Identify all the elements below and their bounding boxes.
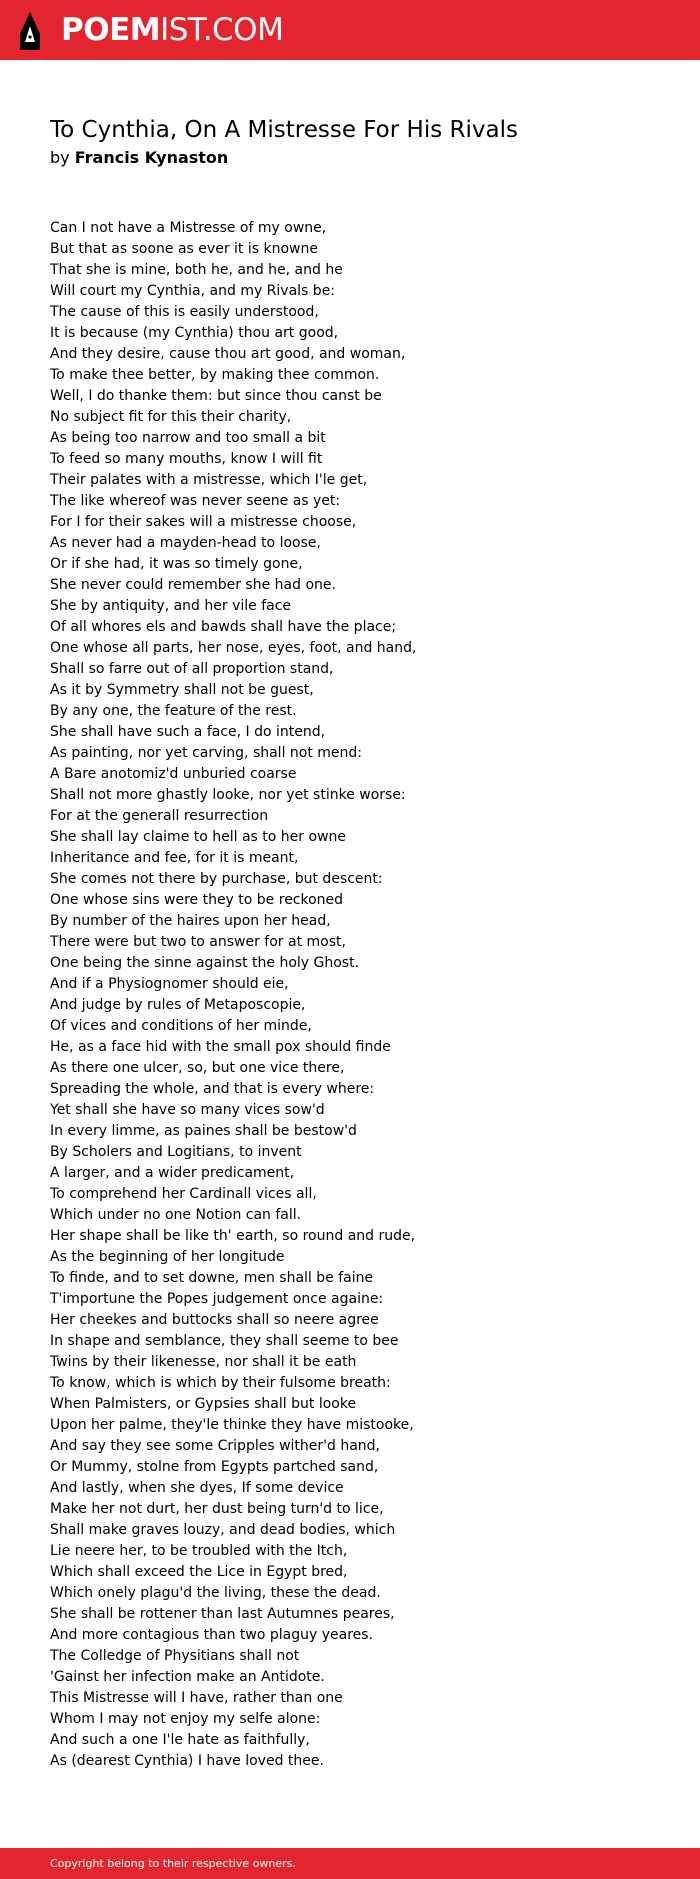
poem-line: And they desire, cause thou art good, and woman,: [50, 346, 406, 362]
poem-line: The Colledge of Physitians shall not: [50, 1648, 300, 1664]
poem-line: Spreading the whole, and that is every where:: [50, 1081, 375, 1097]
poem-line: Her cheekes and buttocks shall so neere agree: [50, 1312, 379, 1328]
poem-line: Of all whores els and bawds shall have the place;: [50, 619, 397, 635]
logo-text-bold: POEM: [61, 12, 161, 48]
poem-line: Of vices and conditions of her minde,: [50, 1018, 312, 1034]
poem-line: A Bare anotomiz'd unburied coarse: [50, 766, 297, 782]
poem-line: In shape and semblance, they shall seeme to bee: [50, 1333, 399, 1349]
poem-line: One being the sinne against the holy Ghost.: [50, 955, 360, 971]
poem-line: A larger, and a wider predicament,: [50, 1165, 295, 1181]
poem-body: [50, 218, 670, 1772]
poem-line: To feed so many mouths, know I will fit: [50, 451, 323, 467]
poem-line: By number of the haires upon her head,: [50, 913, 331, 929]
author-name: Francis Kynaston: [74, 148, 229, 167]
poem-line: Inheritance and fee, for it is meant,: [50, 850, 299, 866]
poem-line: She comes not there by purchase, but descent:: [50, 871, 383, 887]
poem-line: For I for their sakes will a mistresse choose,: [50, 514, 357, 530]
poem-line: T'importune the Popes judgement once againe:: [50, 1291, 384, 1307]
poem-line: Or if she had, it was so timely gone,: [50, 556, 303, 572]
logo-text-light: IST.COM: [160, 12, 284, 48]
poem-line: As the beginning of her longitude: [50, 1249, 285, 1265]
poem-line: It is because (my Cynthia) thou art good,: [50, 325, 339, 341]
poem-line: And judge by rules of Metaposcopie,: [50, 997, 306, 1013]
poem-line: 'Gainst her infection make an Antidote.: [50, 1669, 325, 1685]
poem-line: Shall not more ghastly looke, nor yet stinke worse:: [50, 787, 406, 803]
poem-line: Their palates with a mistresse, which I'le get,: [50, 472, 368, 488]
by-label: by: [50, 148, 70, 167]
poem-line: Or Mummy, stolne from Egypts partched sand,: [50, 1459, 379, 1475]
poem-line: And if a Physiognomer should eie,: [50, 976, 289, 992]
poem-line: She never could remember she had one.: [50, 577, 336, 593]
site-footer: [0, 1848, 700, 1879]
poem-line: Well, I do thanke them: but since thou canst be: [50, 388, 382, 404]
poem-line: Shall make graves louzy, and dead bodies, which: [50, 1522, 396, 1538]
poem-line: He, as a face hid with the small pox should finde: [50, 1039, 391, 1055]
poem-line: Will court my Cynthia, and my Rivals be:: [50, 283, 336, 299]
poem-line: Make her not durt, her dust being turn'd to lice,: [50, 1501, 384, 1517]
poem-line: But that as soone as ever it is knowne: [50, 241, 318, 257]
poem-line: As never had a mayden-head to loose,: [50, 535, 321, 551]
copyright-text: Copyright belong to their respective owners.: [50, 1857, 296, 1870]
poem-line: And say they see some Cripples wither'd hand,: [50, 1438, 380, 1454]
byline: [50, 147, 228, 169]
poem-line: Which shall exceed the Lice in Egypt bred,: [50, 1564, 348, 1580]
poem-line: That she is mine, both he, and he, and he: [50, 262, 343, 278]
poem-line: One whose all parts, her nose, eyes, foot, and hand,: [50, 640, 417, 656]
poem-line: No subject fit for this their charity,: [50, 409, 292, 425]
poem-line: One whose sins were they to be reckoned: [50, 892, 344, 908]
poem-line: And lastly, when she dyes, If some device: [50, 1480, 344, 1496]
poem-line: She shall be rottener than last Autumnes peares,: [50, 1606, 395, 1622]
poem-line: Upon her palme, they'le thinke they have mistooke,: [50, 1417, 414, 1433]
site-logo[interactable]: [61, 10, 283, 50]
poem-line: To finde, and to set downe, men shall be faine: [50, 1270, 374, 1286]
poem-line: The cause of this is easily understood,: [50, 304, 319, 320]
poem-line: Her shape shall be like th' earth, so round and rude,: [50, 1228, 416, 1244]
poem-line: For at the generall resurrection: [50, 808, 269, 824]
poem-line: By any one, the feature of the rest.: [50, 703, 297, 719]
poem-line: There were but two to answer for at most,: [50, 934, 346, 950]
poem-line: As painting, nor yet carving, shall not mend:: [50, 745, 363, 761]
poem-line: And such a one I'le hate as faithfully,: [50, 1732, 310, 1748]
poem-line: She shall lay claime to hell as to her owne: [50, 829, 347, 845]
poem-line: When Palmisters, or Gypsies shall but looke: [50, 1396, 357, 1412]
poem-line: To comprehend her Cardinall vices all,: [50, 1186, 317, 1202]
poem-line: To know, which is which by their fulsome breath:: [50, 1375, 391, 1391]
poem-line: She shall have such a face, I do intend,: [50, 724, 326, 740]
poem-line: In every limme, as paines shall be bestow'd: [50, 1123, 357, 1139]
poem-line: To make thee better, by making thee common.: [50, 367, 380, 383]
poem-line: By Scholers and Logitians, to invent: [50, 1144, 302, 1160]
poem-line: And more contagious than two plaguy yeares.: [50, 1627, 374, 1643]
poem-line: Whom I may not enjoy my selfe alone:: [50, 1711, 321, 1727]
poem-line: Yet shall she have so many vices sow'd: [50, 1102, 325, 1118]
poem-line: As (dearest Cynthia) I have loved thee.: [50, 1753, 324, 1769]
poem-line: As being too narrow and too small a bit: [50, 430, 326, 446]
poem-line: Twins by their likenesse, nor shall it be eath: [50, 1354, 357, 1370]
poem-line: This Mistresse will I have, rather than one: [50, 1690, 343, 1706]
quill-pen-icon: [18, 12, 42, 50]
poem-line: She by antiquity, and her vile face: [50, 598, 292, 614]
poem-line: The like whereof was never seene as yet:: [50, 493, 341, 509]
poem-title: To Cynthia, On A Mistresse For His Rivals: [50, 117, 518, 143]
poem-line: Can I not have a Mistresse of my owne,: [50, 220, 327, 236]
poem-line: Shall so farre out of all proportion stand,: [50, 661, 334, 677]
poem-line: As it by Symmetry shall not be guest,: [50, 682, 314, 698]
site-header: [0, 0, 700, 60]
poem-line: As there one ulcer, so, but one vice there,: [50, 1060, 345, 1076]
poem-line: Lie neere her, to be troubled with the Itch,: [50, 1543, 348, 1559]
poem-line: Which under no one Notion can fall.: [50, 1207, 302, 1223]
poem-line: Which onely plagu'd the living, these the dead.: [50, 1585, 381, 1601]
